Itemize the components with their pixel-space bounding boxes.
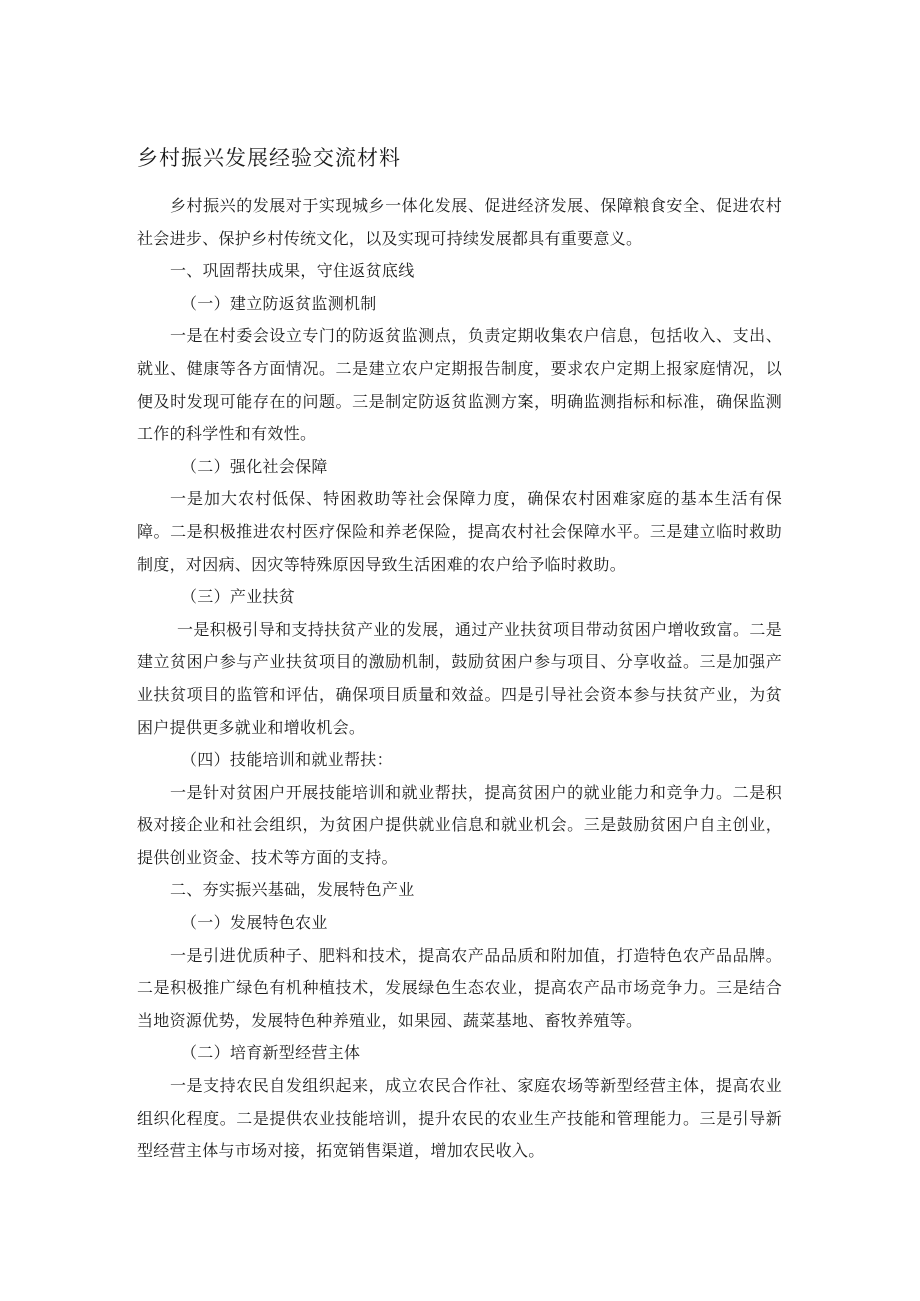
section-2-1-paragraph: 一是引进优质种子、肥料和技术，提高农产品品质和附加值，打造特色农产品品牌。二是积极推广绿色有机种植技术，发展绿色生态农业，提高农产品市场竞争力。三是结合当地资源优势，发展特色种养殖业，如果园、蔬菜基地、畜牧养殖等。 [137,945,782,1030]
section-2-2-heading: （二）培育新型经营主体 [181,1043,361,1063]
document-body [137,190,782,1168]
section-1-4-heading: （四）技能培训和就业帮扶： [181,750,393,770]
section-1-1-paragraph: 一是在村委会设立专门的防返贫监测点，负责定期收集农户信息，包括收入、支出、就业、健康等各方面情况。二是建立农户定期报告制度，要求农户定期上报家庭情况，以便及时发现可能存在的问题。三是制定防返贫监测方案，明确监测指标和标准，确保监测工作的科学性和有效性。 [137,326,782,444]
section-1-2-heading: （二）强化社会保障 [181,456,328,476]
section-1-3-heading: （三）产业扶贫 [181,587,296,607]
section-2-1-heading: （一）发展特色农业 [181,913,328,933]
document-title: 乡村振兴发展经验交流材料 [137,146,401,170]
section-1-4-paragraph: 一是针对贫困户开展技能培训和就业帮扶，提高贫困户的就业能力和竞争力。二是积极对接企业和社会组织，为贫困户提供就业信息和就业机会。三是鼓励贫困户自主创业，提供创业资金、技术等方面的支持。 [137,782,782,867]
section-2-2-paragraph: 一是支持农民自发组织起来，成立农民合作社、家庭农场等新型经营主体，提高农业组织化程度。二是提供农业技能培训，提升农民的农业生产技能和管理能力。三是引导新型经营主体与市场对接，拓宽销售渠道，增加农民收入。 [137,1076,782,1161]
section-1-1-heading: （一）建立防返贫监测机制 [181,293,377,313]
section-1-3-paragraph: 一是积极引导和支持扶贫产业的发展，通过产业扶贫项目带动贫困户增收致富。二是建立贫困户参与产业扶贫项目的激励机制，鼓励贫困户参与项目、分享收益。三是加强产业扶贫项目的监管和评估，确保项目质量和效益。四是引导社会资本参与扶贫产业，为贫困户提供更多就业和增收机会。 [137,619,782,737]
section-1-2-paragraph: 一是加大农村低保、特困救助等社会保障力度，确保农村困难家庭的基本生活有保障。二是积极推进农村医疗保险和养老保险，提高农村社会保障水平。三是建立临时救助制度，对因病、因灾等特殊原因导致生活困难的农户给予临时救助。 [137,489,782,574]
section-1-heading: 一、巩固帮扶成果，守住返贫底线 [170,261,415,281]
intro-paragraph: 乡村振兴的发展对于实现城乡一体化发展、促进经济发展、保障粮食安全、促进农村社会进步、保护乡村传统文化，以及实现可持续发展都具有重要意义。 [137,196,782,248]
section-2-heading: 二、夯实振兴基础，发展特色产业 [170,880,415,900]
